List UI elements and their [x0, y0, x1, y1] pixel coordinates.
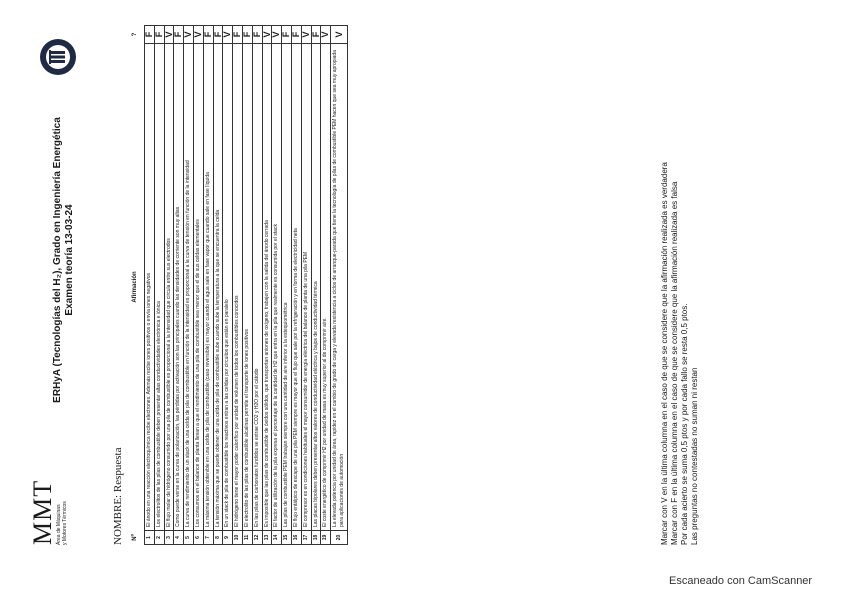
row-statement: El flujo entálpico de escape de una pila PEM siempre es mayor que el flujo que sale por la refrigeración y en forma de electricidad neta	[291, 44, 301, 531]
instruction-line: Las preguntas no contestadas no suman ni restan	[690, 367, 699, 545]
row-number: 2	[154, 531, 164, 545]
row-statement: El coste energético de comprimir H2 por unidad de masa es muy superior al de comprimir aire.	[321, 44, 331, 531]
row-number: 14	[272, 531, 282, 545]
row-answer: F	[145, 26, 155, 44]
col-answer-header: ?	[132, 32, 138, 37]
table-row	[213, 26, 223, 545]
row-answer: F	[174, 26, 184, 44]
row-statement: Los consumos en el balance de planta llevan a que el rendimiento de una pila de combustible sea menor que el de sus celdas elementales	[193, 44, 203, 531]
row-answer: V	[301, 26, 311, 44]
row-answer: V	[223, 26, 233, 44]
row-answer: F	[311, 26, 321, 44]
table-row	[174, 26, 184, 545]
row-number: 16	[291, 531, 301, 545]
row-answer: F	[242, 26, 252, 44]
mmt-logo-text: MMT	[28, 479, 57, 545]
row-answer: V	[321, 26, 331, 44]
row-answer: F	[282, 26, 292, 44]
row-number: 4	[174, 531, 184, 545]
row-answer: V	[193, 26, 203, 44]
row-statement: Las placas bipolares deben presentar altos valores de conductividad eléctrica y bajos de conductividad térmica	[311, 44, 321, 531]
table-row	[252, 26, 262, 545]
table-row	[311, 26, 321, 545]
instructions	[660, 162, 700, 545]
row-answer: F	[154, 26, 164, 44]
row-statement: La elevada potencia por unidad de área, rapidez en el cambio de grado de carga y elevada resistencia a ciclos de arranque-parada que tiene la tecnología de pilas de combustible PEM hacen que sea muy apropiada para aplicaciones de automoción	[331, 44, 348, 531]
col-statement-header: Afirmación	[132, 271, 138, 303]
row-statement: El factor de utilización de la pila expresa el porcentaje de la cantidad de H2 que entra en la pila que realmente es consumida por el stack	[272, 44, 282, 531]
table-row	[242, 26, 252, 545]
row-answer: F	[203, 26, 213, 44]
university-emblem-icon	[40, 39, 76, 75]
mmt-logo	[30, 465, 100, 545]
row-number: 13	[262, 531, 272, 545]
table-header-row	[130, 26, 145, 545]
row-number: 8	[213, 531, 223, 545]
row-number: 12	[252, 531, 262, 545]
table-row	[223, 26, 233, 545]
row-statement: Las pilas de combustible PEM trabajan siempre con una cantidad de aire inferior a la estequiométrica	[282, 44, 292, 531]
table-row	[203, 26, 213, 545]
row-statement: El electrolito de las pilas de combustible alcalinas permite el transporte de iones positivos	[242, 44, 252, 531]
row-answer: V	[184, 26, 194, 44]
row-number: 15	[282, 531, 292, 545]
row-answer: F	[213, 26, 223, 44]
row-number: 17	[301, 531, 311, 545]
table-row	[145, 26, 155, 545]
mmt-logo-subtitle-1: Área de Máquinas	[56, 504, 62, 545]
header-line-2: Examen teoría 13-03-24	[64, 204, 75, 316]
row-number: 5	[184, 531, 194, 545]
camscanner-watermark: Escaneado con CamScanner	[669, 575, 813, 587]
row-statement: Los electrolitos de las pilas de combustible deben presentar altas conductividades electrónica e iónica	[154, 44, 164, 531]
table-row	[291, 26, 301, 545]
mmt-logo-subtitle-2: y Motores Térmicos	[62, 501, 68, 545]
instruction-line: Marcar con F en la última columna en el caso de que se considere que la afirmación realizada es falsa	[670, 181, 679, 545]
row-number: 20	[331, 531, 348, 545]
row-statement: En un stack de pila de combustible los reactivos entran a las celdas por circuitos que están en paralelo	[223, 44, 233, 531]
row-answer: V	[262, 26, 272, 44]
row-number: 7	[203, 531, 213, 545]
row-answer: V	[164, 26, 174, 44]
row-statement: Como puede verse en la curva de polarización, las pérdidas por activación son las principales cuando las densidades de corriente son muy altas	[174, 44, 184, 531]
row-statement: El ánodo en una reacción electroquímica recibe electrones. Además recibe iones positivos o envía iones negativos	[145, 44, 155, 531]
row-number: 3	[164, 531, 174, 545]
row-statement: El compresor es en condiciones habituales el mayor consumidor de energía eléctrica del balance de planta de una pila PEM	[301, 44, 311, 531]
exam-header	[52, 95, 76, 425]
table-row	[193, 26, 203, 545]
instruction-line: Marcar con V en la última columna en el caso de que se considere que la afirmación realizada es verdadera	[660, 162, 669, 545]
row-answer: V	[272, 26, 282, 44]
exam-sheet	[30, 25, 790, 545]
row-number: 10	[233, 531, 243, 545]
nombre-label: NOMBRE: Respuesta	[112, 447, 124, 545]
col-num-header: Nº	[132, 534, 138, 541]
table-row	[262, 26, 272, 545]
row-statement: En las pilas de carbonatos fundidos se extrae CO2 y H2O por el cátodo	[252, 44, 262, 531]
row-statement: El flujo molar de hidrógeno consumido por una pila de combustible es proporcional a la intensidad que circula entre sus electrodos	[164, 44, 174, 531]
table-row	[164, 26, 174, 545]
questions-table	[130, 25, 348, 545]
table-row	[184, 26, 194, 545]
row-answer: F	[252, 26, 262, 44]
table-row	[233, 26, 243, 545]
row-statement: La curva de rendimiento de un stack de una celda de pila de combustible en función de la intensidad es proporcional a la curva de tensión en función de la intensidad	[184, 44, 194, 531]
row-answer: F	[233, 26, 243, 44]
instruction-line: Por cada acierto se suma 0,5 ptos y por cada fallo se resta 0,5 ptos.	[680, 303, 689, 545]
row-statement: La máxima tensión obtenible en una celda de pila de combustible (caso reversible) es mayor cuando el agua sale en fase vapor que cuando sale en fase líquida	[203, 44, 213, 531]
row-number: 1	[145, 531, 155, 545]
row-answer: V	[331, 26, 348, 44]
row-answer: F	[291, 26, 301, 44]
table-row	[331, 26, 348, 545]
table-row	[282, 26, 292, 545]
row-number: 19	[321, 531, 331, 545]
table-row	[154, 26, 164, 545]
row-statement: El hidrógeno tiene el mayor poder calorífico por unidad de volumen de todos los combustibles conocidos	[233, 44, 243, 531]
row-number: 18	[311, 531, 321, 545]
row-number: 11	[242, 531, 252, 545]
row-statement: Es imposible que las pilas de combustible de óxidos sólidos, que transportan aniones de oxígeno, trabajen con la salida del ánodo cerrada	[262, 44, 272, 531]
row-number: 6	[193, 531, 203, 545]
row-number: 9	[223, 531, 233, 545]
row-statement: La tensión máxima que se puede obtener de una celda de pila de combustible sube cuando sube la temperatura a la que se encuentra la celda	[213, 44, 223, 531]
table-row	[321, 26, 331, 545]
header-line-1: ERHyA (Tecnologías del H₂), Grado en Ingeniería Energética	[52, 117, 63, 403]
table-row	[301, 26, 311, 545]
table-row	[272, 26, 282, 545]
